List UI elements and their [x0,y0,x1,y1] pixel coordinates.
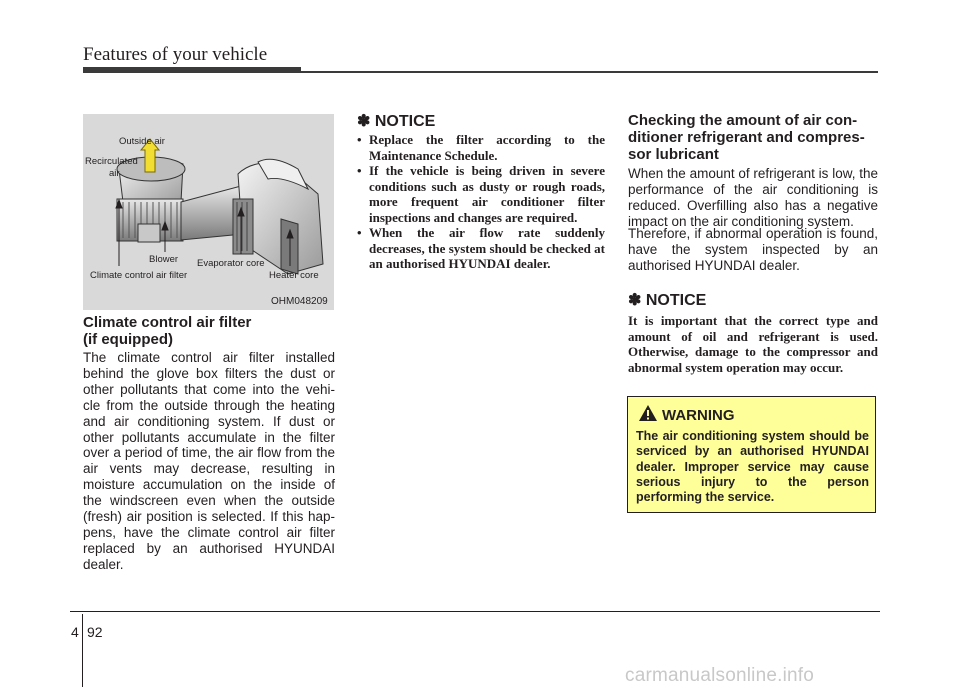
watermark-text: carmanualsonline.info [625,665,815,686]
notice-title: ✽ NOTICE [357,113,436,130]
label-recirculated-air-2: air [109,168,120,179]
notice-item: • Replace the filter according to the Maintenance Schedule. [357,132,605,163]
label-blower: Blower [149,254,179,265]
footer-divider [82,614,83,687]
hvac-diagram-figure [83,114,334,310]
warning-title: WARNING [662,407,735,424]
warning-triangle-icon [638,404,658,422]
refrigerant-paragraph-1: When the amount of refrigerant is low, the performance of the air conditioning is reduced. Overfilling also has a negative impact on the air conditioning system. [628,166,878,229]
section-heading-refrigerant: Checking the amount of air con-ditioner refrigerant and compres-sor lubricant [628,112,865,163]
footer-rule [70,611,880,612]
heading-line-1: Climate control air filter [83,314,252,331]
label-air-filter: Climate control air filter [90,270,188,281]
notice-list [357,132,605,272]
page-header-title: Features of your vehicle [83,44,268,65]
notice-text-2: It is important that the correct type and amount of oil and refrigerant is used. Otherwise, damage to the compressor and abnormal system operation may occur. [628,313,878,375]
notice-title-2: ✽ NOTICE [628,292,707,309]
page-number: 92 [87,624,103,640]
warning-box [627,396,876,513]
notice-item: • When the air flow rate suddenly decreases, the system should be checked at an authorised HYUNDAI dealer. [357,225,605,272]
heading-line-2: (if equipped) [83,331,173,348]
notice-item: • If the vehicle is being driven in severe conditions such as dusty or rough roads, more frequent air conditioner filter inspections and changes are required. [357,163,605,225]
section-heading-air-filter [83,314,335,348]
warning-text: The air conditioning system should be serviced by an authorised HYUNDAI dealer. Improper service may cause serious injury to the person performing the service. [636,429,869,505]
header-rule [83,71,878,73]
refrigerant-paragraph-2: Therefore, if abnormal operation is found, have the system inspected by an authorised HYUNDAI dealer. [628,226,878,273]
figure-code: OHM048209 [271,296,328,307]
chapter-number: 4 [71,624,79,640]
label-heater-core: Heater core [269,270,319,281]
label-outside-air: Outside air [119,136,165,147]
air-filter-paragraph: The climate control air filter installed behind the glove box filters the dust or other pollutants that come into the vehi-cle from the outside through the heating and air conditioning system. If dust or other pollutants accumulate in the filter over a period of time, the air flow from the air vents may decrease, resulting in moisture accumulation on the inside of the windscreen even when the outside (fresh) air position is selected. If this hap-pens, have the climate control air filter replaced by an authorised HYUNDAI dealer. [83,350,335,572]
label-recirculated-air-1: Recirculated [85,156,138,167]
label-evaporator-core: Evaporator core [197,258,265,269]
